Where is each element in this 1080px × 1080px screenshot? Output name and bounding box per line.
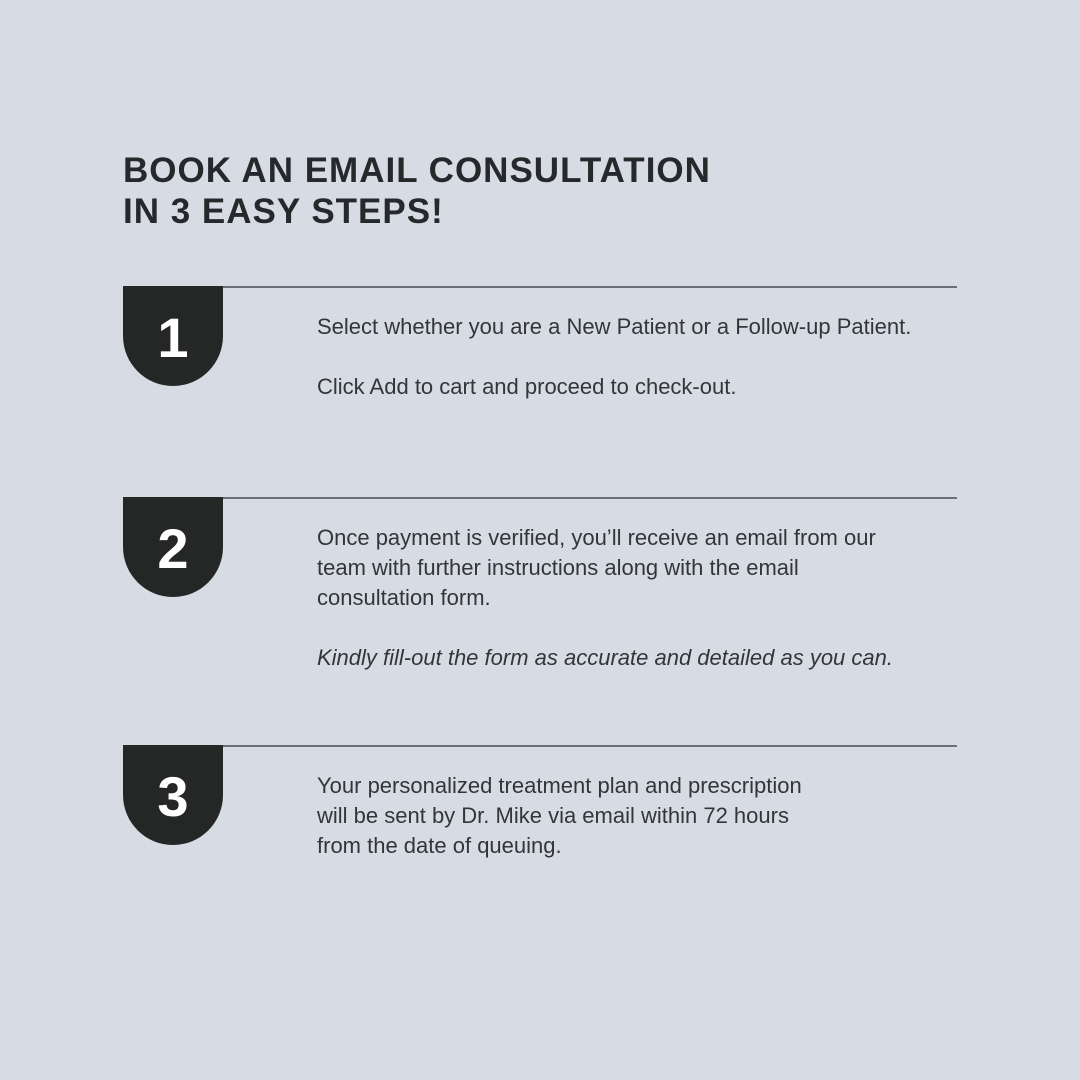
divider (123, 745, 957, 747)
step-text: Your personalized treatment plan and prescription will be sent by Dr. Mike via email within 72 hours from the date of queuing. (317, 773, 802, 858)
title-line-1: BOOK AN EMAIL CONSULTATION (123, 151, 711, 190)
step-number-badge: 2 (123, 497, 223, 597)
step-number-badge: 1 (123, 286, 223, 386)
divider (123, 497, 957, 499)
step-text: Once payment is verified, you’ll receive an email from our team with further instructions along with the email consultation form. (317, 525, 876, 610)
step-text: Click Add to cart and proceed to check-out. (317, 374, 737, 399)
title-line-2: IN 3 EASY STEPS! (123, 192, 444, 231)
page-title (123, 150, 711, 232)
step-text: Select whether you are a New Patient or a Follow-up Patient. (317, 314, 912, 339)
step-number-badge: 3 (123, 745, 223, 845)
divider (123, 286, 957, 288)
step-note: Kindly fill-out the form as accurate and detailed as you can. (317, 645, 893, 670)
